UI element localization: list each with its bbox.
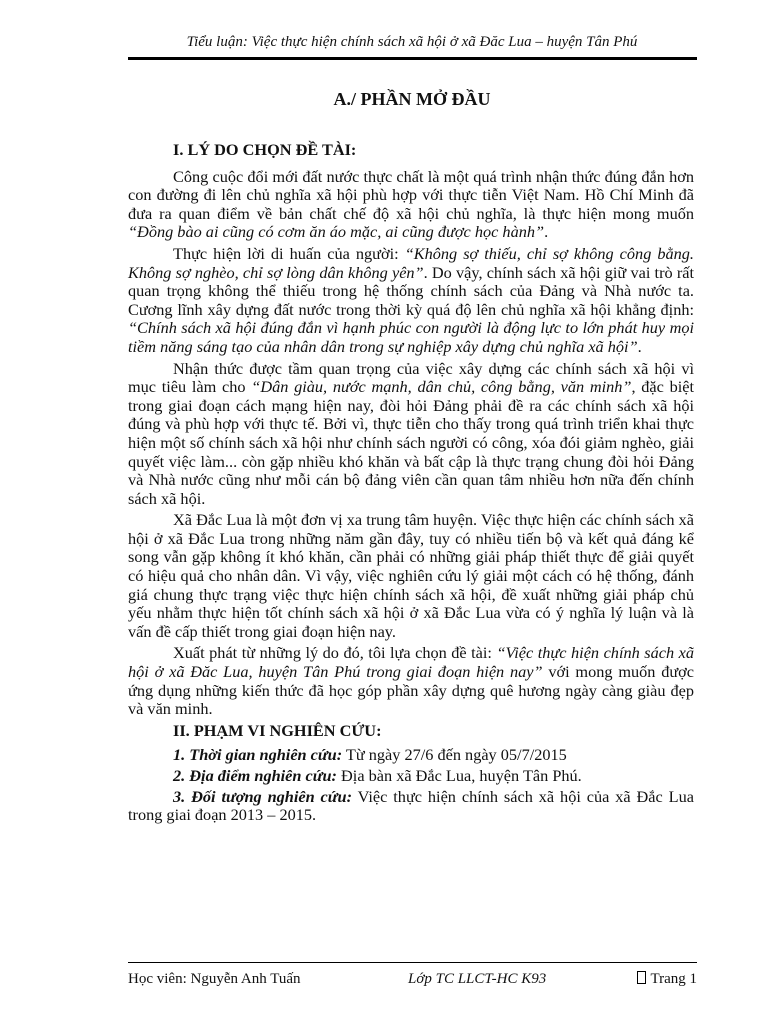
quote-topic: “Việc thực hiện chính sách xã hội ở xã Đăc Lua, huyện Tân Phú trong giai đoạn hiện nay” <box>128 643 694 682</box>
quote-testament: “Không sợ thiếu, chỉ sợ không công bằng. Không sợ nghèo, chỉ sợ lòng dân không yên” <box>128 243 694 282</box>
footer-class: Lớp TC LLCT-HC K93 <box>408 971 547 987</box>
document-body <box>128 141 694 827</box>
scope-item-subject: 3. Đối tượng nghiên cứu: Việc thực hiện chính sách xã hội của xã Đắc Lua trong giai đoạn 2013 – 2015. <box>128 786 694 825</box>
paragraph-5: Xuất phát từ những lý do đó, tôi lựa chọn đề tài: “Việc thực hiện chính sách xã hội ở xã Đăc Lua, huyện Tân Phú trong giai đoạn hiện nay” với mong muốn được ứng dụng những kiến thức đã học góp phần xây dựng quê hương ngày càng giàu đẹp và văn minh. <box>128 643 694 719</box>
quote-goal: “Dân giàu, nước mạnh, dân chủ, công bằng, văn minh” <box>251 377 632 397</box>
page-footer <box>128 971 697 991</box>
page-icon <box>637 971 646 984</box>
quote-hcm: “Đồng bào ai cũng có cơm ăn áo mặc, ai cũng được học hành” <box>128 222 545 242</box>
paragraph-3: Nhận thức được tầm quan trọng của việc xây dựng các chính sách xã hội vì mục tiêu làm cho “Dân giàu, nước mạnh, dân chủ, công bằng, văn minh”, đặc biệt trong giai đoạn cách mạng hiện nay, đòi hỏi Đảng phải đề ra các chính sách xã hội đúng và phù hợp với thực tế. Bởi vì, thực tiễn cho thấy trong quá trình triển khai thực hiện một số chính sách xã hội như chính sách người có công, xóa đói giảm nghèo, giải quyết việc làm... còn gặp nhiều khó khăn và bất cập là thực trạng chung đòi hỏi Đảng và Nhà nước cũng như mỗi cán bộ đảng viên cần quan tâm nhiều hơn nữa đến chính sách xã hội. <box>128 358 694 508</box>
footer-divider <box>128 962 697 963</box>
quote-platform: “Chính sách xã hội đúng đắn vì hạnh phúc con người là động lực to lớn phát huy mọi tiềm năng sáng tạo của nhân dân trong sự nghiệp xây dựng chủ nghĩa xã hội” <box>128 318 694 356</box>
header-divider <box>128 57 697 60</box>
page-title: A./ PHẦN MỞ ĐẦU <box>333 89 491 109</box>
paragraph-2: Thực hiện lời di huấn của người: “Không sợ thiếu, chỉ sợ không công bằng. Không sợ nghèo, chỉ sợ lòng dân không yên”. Do vậy, chính sách xã hội giữ vai trò rất quan trọng không thể thiếu trong hệ thống chính sách của Đảng và Nhà nước ta. Cương lĩnh xây dựng đất nước trong thời kỳ quá độ lên chủ nghĩa xã hội khẳng định: “Chính sách xã hội đúng đắn vì hạnh phúc con người là động lực to lớn phát huy mọi tiềm năng sáng tạo của nhân dân trong sự nghiệp xây dựng chủ nghĩa xã hội”. <box>128 243 695 356</box>
scope-item-location: 2. Địa điểm nghiên cứu: Địa bàn xã Đắc Lua, huyện Tân Phú. <box>173 766 582 785</box>
section-heading-reasons: I. LÝ DO CHỌN ĐỀ TÀI: <box>173 140 357 159</box>
footer-page-number: Trang 1 <box>650 971 697 987</box>
footer-student: Học viên: Nguyễn Anh Tuấn <box>128 971 301 987</box>
running-header: Tiểu luận: Việc thực hiện chính sách xã hội ở xã Đăc Lua – huyện Tân Phú <box>186 34 638 50</box>
paragraph-4: Xã Đắc Lua là một đơn vị xa trung tâm huyện. Việc thực hiện các chính sách xã hội ở xã Đắc Lua trong những năm gần đây, tuy có nhiều tiến bộ và kết quả đáng kể song vẫn gặp không ít khó khăn, cần phải có những giải pháp thiết thực để giải quyết có hiệu quả cho nhân dân. Vì vậy, việc nghiên cứu lý giải một cách có hệ thống, đánh giá chung thực trạng việc thực hiện chính sách xã hội, đề xuất những giải pháp chủ yếu nhằm thực hiện tốt chính sách xã hội ở xã Đắc Lua vừa có ý nghĩa lý luận và là vấn đề cấp thiết trong giai đoạn hiện nay. <box>128 510 694 641</box>
footer-page <box>637 971 697 988</box>
section-heading-scope: II. PHẠM VI NGHIÊN CỨU: <box>173 720 382 740</box>
paragraph-1: Công cuộc đổi mới đất nước thực chất là một quá trình nhận thức đúng đắn hơn con đường đi lên chủ nghĩa xã hội phù hợp với thực tiễn Việt Nam. Hồ Chí Minh đã đưa ra quan điểm về bản chất chế độ xã hội chủ nghĩa, là thực hiện mong muốn “Đồng bào ai cũng có cơm ăn áo mặc, ai cũng được học hành”. <box>128 166 694 242</box>
scope-item-time: 1. Thời gian nghiên cứu: Từ ngày 27/6 đến ngày 05/7/2015 <box>173 745 567 765</box>
